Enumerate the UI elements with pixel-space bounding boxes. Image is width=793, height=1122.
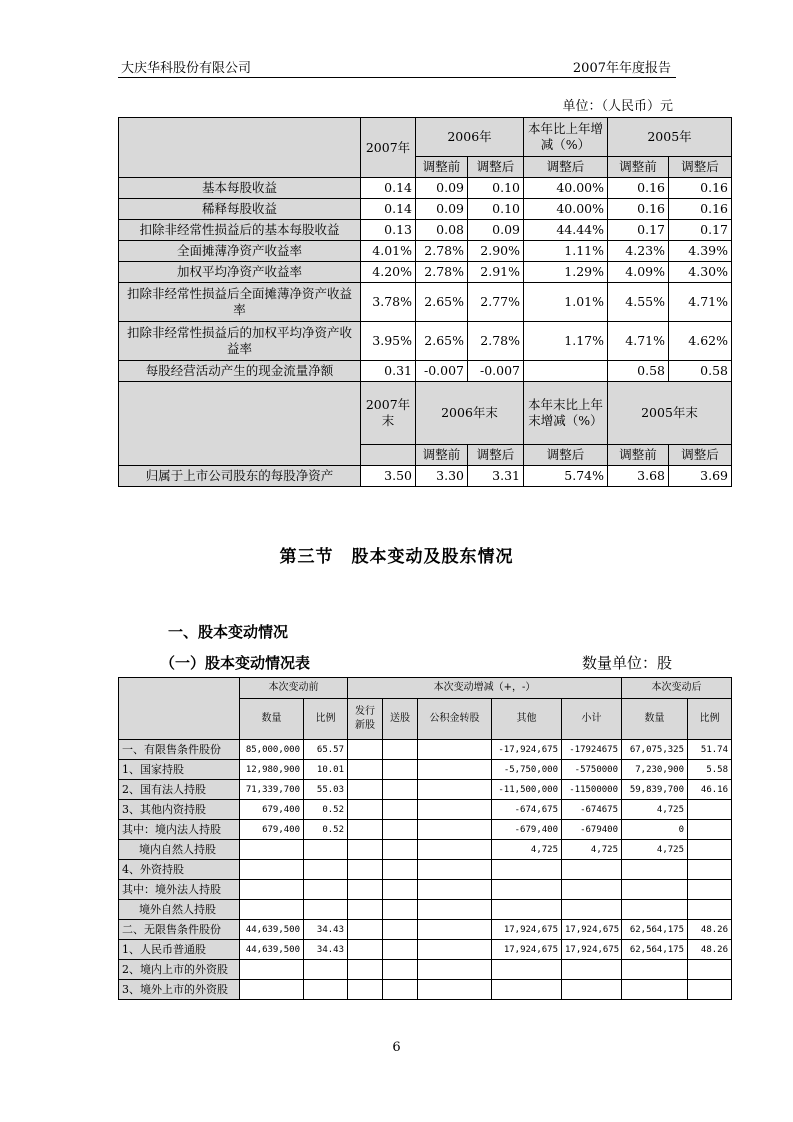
cell	[383, 760, 418, 780]
cell	[348, 880, 383, 900]
cell: 40.00%	[524, 178, 608, 199]
cell: 65.57	[304, 740, 348, 760]
table-row	[119, 960, 732, 980]
header-issue: 发行新股	[348, 699, 383, 740]
header-qty: 数量	[240, 699, 304, 740]
table-row	[119, 220, 732, 241]
cell: 2.77%	[468, 283, 524, 322]
cell	[688, 860, 732, 880]
cell: 34.43	[304, 940, 348, 960]
row-label: 其中：境外法人持股	[119, 880, 240, 900]
cell: 4,725	[622, 800, 688, 820]
table-row	[119, 800, 732, 820]
cell: 2.78%	[468, 322, 524, 361]
cell	[688, 900, 732, 920]
currency-unit: 单位：（人民币）元	[562, 99, 673, 114]
cell	[240, 980, 304, 1000]
cell	[492, 900, 562, 920]
cell: 4,725	[492, 840, 562, 860]
cell: 0.16	[669, 178, 732, 199]
table-row	[119, 880, 732, 900]
table-row	[119, 900, 732, 920]
header-ratio-after: 比例	[688, 699, 732, 740]
cell	[240, 960, 304, 980]
cell	[688, 840, 732, 860]
table-row	[119, 262, 732, 283]
cell: -5750000	[562, 760, 622, 780]
header-2007-end: 2007年末	[361, 382, 416, 445]
cell	[383, 900, 418, 920]
cell	[688, 880, 732, 900]
cell: 48.26	[688, 920, 732, 940]
cell: 4.71%	[608, 322, 669, 361]
cell: 4.20%	[361, 262, 416, 283]
cell	[418, 740, 492, 760]
row-label: 2、国有法人持股	[119, 780, 240, 800]
cell	[240, 860, 304, 880]
cell: 62,564,175	[622, 920, 688, 940]
header-blank-cell	[119, 678, 240, 740]
cell	[383, 840, 418, 860]
row-label: 加权平均净资产收益率	[119, 262, 361, 283]
cell: 679,400	[240, 800, 304, 820]
cell	[418, 780, 492, 800]
header-2006-before: 调整前	[416, 157, 468, 178]
cell: 0.09	[416, 178, 468, 199]
cell	[492, 860, 562, 880]
cell: -17,924,675	[492, 740, 562, 760]
header-blank-cell	[119, 382, 361, 466]
cell: -5,750,000	[492, 760, 562, 780]
header-2005-before: 调整前	[608, 445, 669, 466]
header-blank-cell	[119, 118, 361, 178]
cell	[562, 860, 622, 880]
cell: 4.62%	[669, 322, 732, 361]
table-row	[119, 860, 732, 880]
cell: 679,400	[240, 820, 304, 840]
table-row	[119, 283, 732, 322]
cell	[418, 980, 492, 1000]
cell: 4.55%	[608, 283, 669, 322]
cell	[418, 900, 492, 920]
table-row	[119, 780, 732, 800]
header-subtotal: 小计	[562, 699, 622, 740]
cell: 17,924,675	[492, 940, 562, 960]
cell	[348, 760, 383, 780]
cell: 5.74%	[524, 466, 608, 487]
cell: 67,075,325	[622, 740, 688, 760]
header-yoy-after: 调整后	[524, 445, 608, 466]
cell: 85,000,000	[240, 740, 304, 760]
cell	[304, 900, 348, 920]
cell: 4.01%	[361, 241, 416, 262]
cell	[304, 860, 348, 880]
cell: 4.23%	[608, 241, 669, 262]
row-label: 归属于上市公司股东的每股净资产	[119, 466, 361, 487]
cell	[418, 940, 492, 960]
cell	[304, 840, 348, 860]
financial-indicators-table	[118, 117, 732, 487]
cell: 62,564,175	[622, 940, 688, 960]
row-label: 3、境外上市的外资股	[119, 980, 240, 1000]
header-qty-after: 数量	[622, 699, 688, 740]
cell: 1.29%	[524, 262, 608, 283]
header-reserve: 公积金转股	[418, 699, 492, 740]
cell	[348, 820, 383, 840]
cell	[383, 780, 418, 800]
cell: 0.10	[468, 178, 524, 199]
cell	[492, 980, 562, 1000]
cell	[383, 820, 418, 840]
cell: 46.16	[688, 780, 732, 800]
cell: 0.58	[669, 361, 732, 382]
cell: 5.58	[688, 760, 732, 780]
cell: 1.17%	[524, 322, 608, 361]
header-2006-after: 调整后	[468, 445, 524, 466]
table-row	[119, 820, 732, 840]
header-divider	[118, 77, 676, 78]
cell	[688, 820, 732, 840]
cell	[418, 880, 492, 900]
cell	[348, 920, 383, 940]
cell: 0.16	[608, 199, 669, 220]
cell: 0.52	[304, 820, 348, 840]
row-label: 一、有限售条件股份	[119, 740, 240, 760]
cell	[524, 361, 608, 382]
report-title: 2007年年度报告	[572, 61, 671, 76]
row-label: 境内自然人持股	[119, 840, 240, 860]
table-row	[119, 466, 732, 487]
header-change: 本次变动增减（+，-）	[348, 678, 622, 699]
cell: 3.31	[468, 466, 524, 487]
header-2005-after: 调整后	[669, 157, 732, 178]
cell: 0.09	[468, 220, 524, 241]
header-after: 本次变动后	[622, 678, 732, 699]
cell	[304, 960, 348, 980]
cell: 40.00%	[524, 199, 608, 220]
cell: 1.01%	[524, 283, 608, 322]
table-row	[119, 199, 732, 220]
cell: 0.14	[361, 199, 416, 220]
cell: 0.13	[361, 220, 416, 241]
header-ratio: 比例	[304, 699, 348, 740]
cell	[348, 840, 383, 860]
row-label: 1、国家持股	[119, 760, 240, 780]
table-row	[119, 740, 732, 760]
cell: 44.44%	[524, 220, 608, 241]
cell: -674,675	[492, 800, 562, 820]
row-label: 1、人民币普通股	[119, 940, 240, 960]
subsection-title: 一、股本变动情况	[168, 623, 289, 641]
table-header-row	[119, 118, 732, 157]
cell	[562, 900, 622, 920]
row-label: 二、无限售条件股份	[119, 920, 240, 940]
cell	[348, 900, 383, 920]
cell	[688, 960, 732, 980]
table-row	[119, 840, 732, 860]
cell: 0.17	[608, 220, 669, 241]
share-rows	[119, 740, 732, 1000]
row-label: 2、境内上市的外资股	[119, 960, 240, 980]
cell: 0.52	[304, 800, 348, 820]
cell	[562, 960, 622, 980]
cell	[418, 800, 492, 820]
cell	[348, 940, 383, 960]
cell: 4.09%	[608, 262, 669, 283]
header-other: 其他	[492, 699, 562, 740]
cell: -17924675	[562, 740, 622, 760]
header-2006-before: 调整前	[416, 445, 468, 466]
cell	[492, 960, 562, 980]
cell: 0.14	[361, 178, 416, 199]
cell	[383, 920, 418, 940]
cell: 2.91%	[468, 262, 524, 283]
table-row	[119, 178, 732, 199]
cell	[383, 980, 418, 1000]
cell	[622, 860, 688, 880]
cell: 71,339,700	[240, 780, 304, 800]
cell: 4.71%	[669, 283, 732, 322]
cell: 0.17	[669, 220, 732, 241]
cell: 0.09	[416, 199, 468, 220]
cell: 4,725	[622, 840, 688, 860]
row-label: 每股经营活动产生的现金流量净额	[119, 361, 361, 382]
cell: -679400	[562, 820, 622, 840]
cell: 7,230,900	[622, 760, 688, 780]
cell: 17,924,675	[492, 920, 562, 940]
cell	[688, 800, 732, 820]
cell: 0	[622, 820, 688, 840]
cell: 3.95%	[361, 322, 416, 361]
cell: 2.78%	[416, 262, 468, 283]
cell	[622, 960, 688, 980]
cell: 44,639,500	[240, 920, 304, 940]
header-2006-end: 2006年末	[416, 382, 524, 445]
cell	[348, 800, 383, 820]
cell	[418, 960, 492, 980]
row-label: 境外自然人持股	[119, 900, 240, 920]
cell	[348, 740, 383, 760]
row-label: 扣除非经常性损益后全面摊薄净资产收益率	[119, 283, 361, 322]
cell	[240, 840, 304, 860]
table-row	[119, 241, 732, 262]
header-2006-after: 调整后	[468, 157, 524, 178]
cell: 10.01	[304, 760, 348, 780]
table-row	[119, 980, 732, 1000]
cell: 0.31	[361, 361, 416, 382]
cell: 59,839,700	[622, 780, 688, 800]
table-title: （一）股本变动情况表	[160, 654, 311, 672]
share-change-table	[118, 677, 732, 1000]
cell: -674675	[562, 800, 622, 820]
cell	[383, 860, 418, 880]
cell	[688, 980, 732, 1000]
cell: -0.007	[468, 361, 524, 382]
row-label: 4、外资持股	[119, 860, 240, 880]
table-header-row-2	[119, 382, 732, 445]
cell: 1.11%	[524, 241, 608, 262]
cell: 3.78%	[361, 283, 416, 322]
cell: 12,980,900	[240, 760, 304, 780]
cell: 0.08	[416, 220, 468, 241]
cell	[304, 880, 348, 900]
header-blank-cell	[361, 445, 416, 466]
cell	[240, 880, 304, 900]
table-row	[119, 920, 732, 940]
header-bonus: 送股	[383, 699, 418, 740]
cell	[348, 960, 383, 980]
cell: 4,725	[562, 840, 622, 860]
cell	[418, 820, 492, 840]
section-title: 第三节 股本变动及股东情况	[279, 547, 514, 567]
cell: 2.90%	[468, 241, 524, 262]
cell	[622, 900, 688, 920]
cell: -679,400	[492, 820, 562, 840]
row-label: 3、其他内资持股	[119, 800, 240, 820]
cell	[383, 800, 418, 820]
cell	[383, 960, 418, 980]
table-row	[119, 361, 732, 382]
cell	[418, 840, 492, 860]
cell	[492, 880, 562, 900]
cell: 0.10	[468, 199, 524, 220]
header-yoy-after: 调整后	[524, 157, 608, 178]
cell: 48.26	[688, 940, 732, 960]
cell: -0.007	[416, 361, 468, 382]
cell	[622, 880, 688, 900]
cell: 3.69	[669, 466, 732, 487]
header-2006: 2006年	[416, 118, 524, 157]
cell	[383, 740, 418, 760]
row-label: 其中：境内法人持股	[119, 820, 240, 840]
cell: 2.65%	[416, 283, 468, 322]
cell: 3.68	[608, 466, 669, 487]
header-yoy-end: 本年末比上年末增减（%）	[524, 382, 608, 445]
row-label: 扣除非经常性损益后的加权平均净资产收益率	[119, 322, 361, 361]
cell	[383, 880, 418, 900]
table-row	[119, 940, 732, 960]
cell	[622, 980, 688, 1000]
cell	[383, 940, 418, 960]
cell: -11,500,000	[492, 780, 562, 800]
cell	[418, 860, 492, 880]
table-row	[119, 760, 732, 780]
header-2005-end: 2005年末	[608, 382, 732, 445]
cell: 17,924,675	[562, 920, 622, 940]
row-label: 基本每股收益	[119, 178, 361, 199]
cell: 17,924,675	[562, 940, 622, 960]
cell: -11500000	[562, 780, 622, 800]
cell	[240, 900, 304, 920]
cell: 55.03	[304, 780, 348, 800]
cell	[562, 980, 622, 1000]
page-number: 6	[392, 1040, 401, 1055]
cell	[348, 780, 383, 800]
cell: 0.16	[669, 199, 732, 220]
cell: 3.30	[416, 466, 468, 487]
cell	[348, 860, 383, 880]
company-name: 大庆华科股份有限公司	[121, 61, 252, 76]
row-label: 扣除非经常性损益后的基本每股收益	[119, 220, 361, 241]
cell: 44,639,500	[240, 940, 304, 960]
header-before: 本次变动前	[240, 678, 348, 699]
cell: 3.50	[361, 466, 416, 487]
header-2005-before: 调整前	[608, 157, 669, 178]
header-2005: 2005年	[608, 118, 732, 157]
cell	[418, 760, 492, 780]
row-label: 稀释每股收益	[119, 199, 361, 220]
header-2007: 2007年	[361, 118, 416, 178]
quantity-unit: 数量单位：股	[582, 654, 673, 672]
cell: 2.65%	[416, 322, 468, 361]
cell: 0.16	[608, 178, 669, 199]
cell: 4.39%	[669, 241, 732, 262]
header-yoy: 本年比上年增减（%）	[524, 118, 608, 157]
header-2005-after: 调整后	[669, 445, 732, 466]
cell: 0.58	[608, 361, 669, 382]
cell: 4.30%	[669, 262, 732, 283]
row-label: 全面摊薄净资产收益率	[119, 241, 361, 262]
cell: 51.74	[688, 740, 732, 760]
cell: 34.43	[304, 920, 348, 940]
cell	[348, 980, 383, 1000]
table-header-row	[119, 678, 732, 699]
cell	[562, 880, 622, 900]
table-row	[119, 322, 732, 361]
cell: 2.78%	[416, 241, 468, 262]
cell	[418, 920, 492, 940]
cell	[304, 980, 348, 1000]
